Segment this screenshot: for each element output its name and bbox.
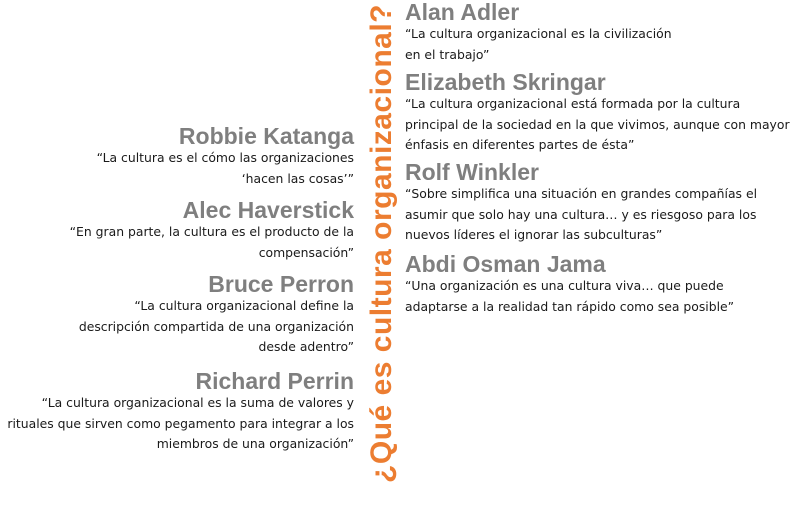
page-title bbox=[364, 4, 400, 510]
quote-author: Elizabeth Skringar bbox=[405, 69, 606, 95]
quote-line: “Sobre simplifica una situación en grandes compañías el bbox=[405, 186, 758, 201]
quote-text bbox=[14, 148, 354, 189]
quote-line: compensación” bbox=[258, 244, 354, 260]
quote-bruce-perron bbox=[14, 272, 354, 358]
quote-richard-perrin bbox=[0, 369, 354, 455]
quote-line: rituales que sirven como pegamento para integrar a los bbox=[7, 415, 354, 431]
quote-text bbox=[14, 222, 354, 263]
quote-line: miembros de una organización” bbox=[156, 436, 354, 451]
quote-rolf-winkler bbox=[405, 160, 795, 246]
quote-line: “En gran parte, la cultura es el producto de la bbox=[69, 224, 354, 239]
quote-text bbox=[405, 94, 800, 156]
quote-line: desde adentro” bbox=[258, 339, 354, 354]
quote-line: principal de la sociedad en la que vivimos, aunque con mayor bbox=[405, 116, 790, 132]
quote-line: descripción compartida de una organización bbox=[78, 318, 354, 334]
quote-line: ‘hacen las cosas’” bbox=[241, 170, 354, 186]
quote-author: Alec Haverstick bbox=[182, 197, 354, 223]
quote-line: “La cultura es el cómo las organizaciones bbox=[96, 150, 354, 165]
quote-author: Bruce Perron bbox=[208, 271, 354, 297]
quote-line: énfasis en diferentes partes de ésta” bbox=[405, 137, 635, 152]
quote-line: asumir que solo hay una cultura… y es riesgoso para los bbox=[405, 206, 757, 222]
quote-line: “La cultura organizacional está formada por la cultura bbox=[405, 96, 741, 111]
quote-text bbox=[14, 296, 354, 358]
quote-text bbox=[0, 393, 354, 455]
quote-author: Abdi Osman Jama bbox=[405, 251, 606, 277]
quote-alec-haverstick bbox=[14, 198, 354, 263]
quote-author: Rolf Winkler bbox=[405, 159, 539, 185]
quote-line: “La cultura organizacional define la bbox=[134, 298, 354, 313]
quote-line: adaptarse a la realidad tan rápido como sea posible” bbox=[405, 298, 735, 314]
quote-elizabeth-skringar bbox=[405, 70, 800, 156]
quote-author: Alan Adler bbox=[405, 0, 520, 25]
quote-author: Richard Perrin bbox=[195, 368, 354, 394]
quote-author: Robbie Katanga bbox=[178, 123, 354, 149]
quote-robbie-katanga bbox=[14, 124, 354, 189]
quote-line: “La cultura organizacional es la civilización bbox=[405, 26, 672, 41]
quote-alan-adler bbox=[405, 0, 795, 65]
page-title-text: ¿Qué es cultura organizacional? bbox=[365, 4, 398, 483]
quote-text bbox=[405, 184, 795, 246]
quote-line: nuevos líderes el ignorar las subculturas” bbox=[405, 227, 663, 242]
quote-text bbox=[405, 24, 795, 65]
quote-line: “La cultura organizacional es la suma de valores y bbox=[41, 395, 354, 410]
quote-line: en el trabajo” bbox=[405, 46, 490, 62]
quote-abdi-osman-jama bbox=[405, 252, 795, 317]
quote-line: “Una organización es una cultura viva… que puede bbox=[405, 278, 724, 293]
quote-text bbox=[405, 276, 795, 317]
